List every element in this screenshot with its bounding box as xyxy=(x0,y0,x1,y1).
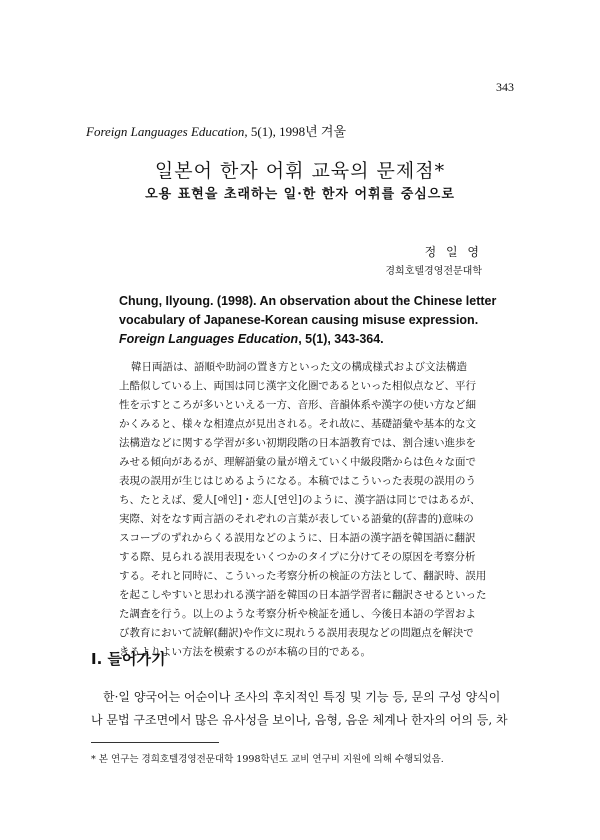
abstract-line: ち、たとえば、愛人[애인]・恋人[연인]のように、漢字語は同じではあるが、 xyxy=(119,494,481,506)
abstract-line: 性を示すところが多いといえる一方、音形、音韻体系や漢字の使い方など細 xyxy=(119,399,476,411)
journal-header xyxy=(86,121,346,140)
footnote-rule xyxy=(91,742,219,743)
author-affiliation: 경희호텔경영전문대학 xyxy=(385,266,482,277)
citation-block xyxy=(119,292,512,349)
citation-volume-pages: , 5(1), 343-364. xyxy=(298,332,384,346)
body-line: 나 문법 구조면에서 많은 유사성을 보이나, 음형, 음운 체계나 한자의 어의 등, 차 xyxy=(91,713,508,727)
journal-volume-issue: , 5(1), 1998 xyxy=(244,124,306,139)
article-subtitle: 오용 표현을 초래하는 일·한 한자 어휘를 중심으로 xyxy=(145,187,455,202)
citation-line-3 xyxy=(119,330,512,349)
journal-season: 년 겨울 xyxy=(305,124,347,139)
citation-line-1: Chung, Ilyoung. (1998). An observation about the Chinese letter xyxy=(119,294,497,308)
footnote: * 본 연구는 경희호텔경영전문대학 1998학년도 교비 연구비 지원에 의해 수행되었음. xyxy=(91,754,444,765)
abstract xyxy=(119,358,514,662)
abstract-line: きるよりよい方法を模索するのが本稿の目的である。 xyxy=(119,646,371,658)
citation-line-2: vocabulary of Japanese-Korean causing misuse expression. xyxy=(119,313,479,327)
section-heading: Ⅰ. 들어가기 xyxy=(91,650,166,668)
abstract-line: び教育において読解(翻訳)や作文に現れうる誤用表現などの問題点を解決で xyxy=(119,627,474,639)
body-line: 한·일 양국어는 어순이나 조사의 후치적인 특징 및 기능 등, 문의 구성 양식이 xyxy=(103,690,501,704)
abstract-line: 表現の誤用が生じはじめるようになる。本稿ではこういった表現の誤用のう xyxy=(119,475,476,487)
abstract-line: 韓日両語は、語順や助詞の置き方といった文の構成様式および文法構造 xyxy=(131,361,467,373)
journal-name: Foreign Languages Education xyxy=(86,124,245,139)
author-name: 정 일 영 xyxy=(424,245,482,259)
abstract-line: スコープのずれからくる誤用などのように、日本語の漢字語を韓国語に翻訳 xyxy=(119,532,476,544)
page-number: 343 xyxy=(496,80,514,94)
abstract-line: た調査を行う。以上のような考察分析や検証を通し、今後日本語の学習およ xyxy=(119,608,476,620)
abstract-line: 法構造などに関する学習が多い初期段階の日本語教育では、割合速い進歩を xyxy=(119,437,476,449)
abstract-line: 実際、対をなす両言語のそれぞれの言葉が表している語彙的(辞書的)意味の xyxy=(119,513,474,525)
abstract-line: する際、見られる誤用表現をいくつかのタイプに分けてその原因を考察分析 xyxy=(119,551,476,563)
citation-journal: Foreign Languages Education xyxy=(119,332,299,346)
article-title: 일본어 한자 어휘 교육의 문제점* xyxy=(154,160,446,182)
abstract-line: かくみると、様々な相違点が見出される。それ故に、基礎語彙や基本的な文 xyxy=(119,418,476,430)
abstract-line: する。それと同時に、こういった考察分析の検証の方法として、翻訳時、誤用 xyxy=(119,570,487,582)
abstract-line: を起こしやすいと思われる漢字語を韓国の日本語学習者に翻訳させるといった xyxy=(119,589,487,601)
abstract-line: 上酷似している上、両国は同じ漢字文化圏であるといった相似点など、平行 xyxy=(119,380,476,392)
body-paragraph xyxy=(91,686,509,732)
abstract-line: みせる傾向があるが、理解語彙の量が増えていく中級段階からは色々な面で xyxy=(119,456,476,468)
